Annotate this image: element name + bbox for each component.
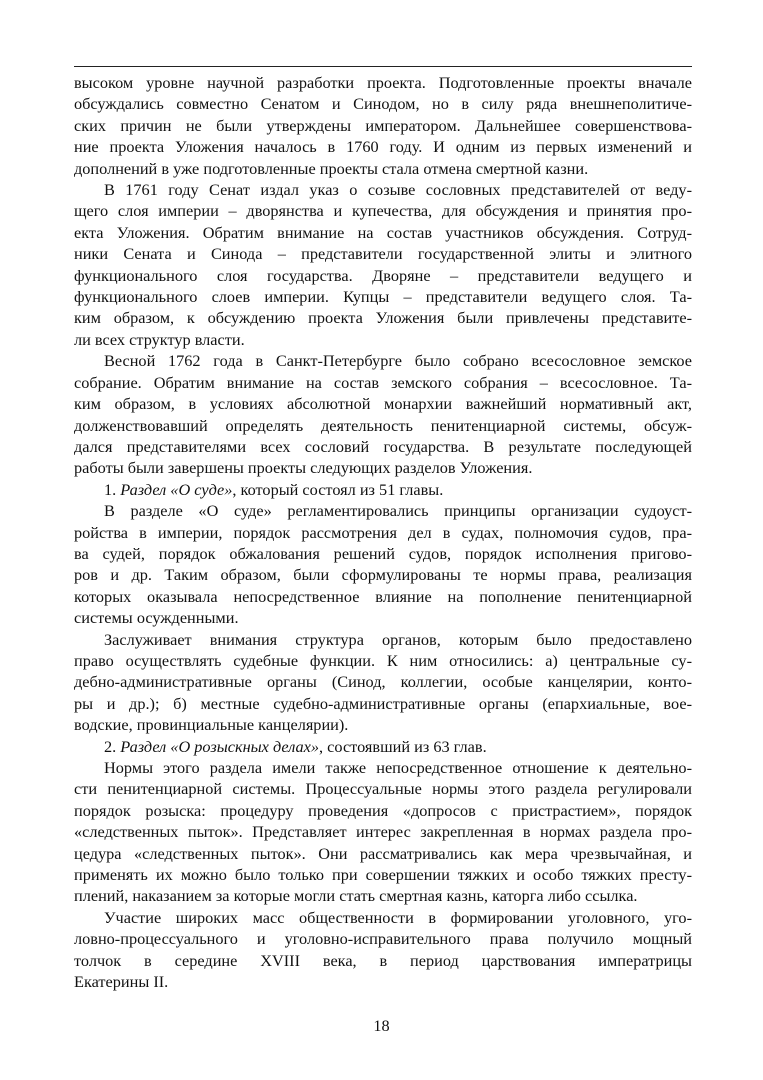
text-line: дался представителями всех сословий государства. В результате последующей	[74, 436, 692, 456]
text-line: функционального слоев империи. Купцы – представители ведущего слоя. Та-	[74, 287, 692, 307]
page-number: 18	[373, 1016, 390, 1035]
section-number: 2.	[104, 736, 121, 756]
text-line: сти пенитенциарной системы. Процессуальные нормы этого раздела регулировали	[74, 779, 692, 799]
section-title: Раздел «О суде»	[120, 479, 233, 499]
text-line: ким образом, к обсуждению проекта Уложения были привлечены представите-	[74, 308, 692, 328]
text-line: ники Сената и Синода – представители государственной элиты и элитного	[74, 244, 692, 264]
text-line: ва судей, порядок обжалования решений судов, порядок исполнения пригово-	[74, 543, 692, 563]
text-line: екта Уложения. Обратим внимание на состав участников обсуждения. Сотруд-	[74, 222, 692, 242]
paragraph	[74, 757, 692, 907]
header-rule	[74, 66, 692, 67]
text-line: плений, наказанием за которые могли стать смертная казнь, каторга либо ссылка.	[74, 886, 638, 906]
text-line: Участие широких масс общественности в формировании уголовного, уго-	[104, 907, 692, 927]
paragraph	[74, 500, 692, 628]
text-line: Заслуживает внимания структура органов, которым было предоставлено	[104, 629, 692, 649]
text-line: работы были завершены проекты следующих разделов Уложения.	[74, 458, 533, 478]
text-line: дебно-административные органы (Синод, коллегии, особые канцелярии, конто-	[74, 672, 692, 692]
text-line: ли всех структур власти.	[74, 329, 245, 349]
paragraph	[74, 179, 692, 350]
text-line: системы осужденными.	[74, 608, 239, 628]
text-line: цедура «следственных пыток». Они рассматривались как мера чрезвычайная, и	[74, 843, 692, 863]
section-heading-o-rozysknykh-delakh	[74, 736, 692, 757]
text-line: «следственных пыток». Представляет интерес закрепленная в нормах раздела про-	[74, 822, 692, 842]
text-line	[74, 736, 692, 757]
section-title: Раздел «О розыскных делах»	[120, 736, 320, 756]
text-line: ние проекта Уложения началось в 1760 году. И одним из первых изменений и	[74, 137, 692, 157]
text-line: функционального слоя государства. Дворяне – представители ведущего и	[74, 265, 692, 285]
text-line: порядок розыска: процедуру проведения «допросов с пристрастием», порядок	[74, 800, 692, 820]
text-line: водские, провинциальные канцелярии).	[74, 715, 349, 735]
section-number: 1.	[104, 479, 121, 499]
text-line: ров и др. Таким образом, были сформулированы те нормы права, реализация	[74, 565, 692, 585]
section-heading-o-sude	[74, 479, 692, 500]
text-line: обсуждались совместно Сенатом и Синодом, но в силу ряда внешнеполитиче-	[74, 94, 692, 114]
text-line: Весной 1762 года в Санкт-Петербурге было собрано всесословное земское	[104, 351, 692, 371]
text-line: В разделе «О суде» регламентировались принципы организации судоуст-	[104, 501, 692, 521]
text-line: собрание. Обратим внимание на состав земского собрания – всесословное. Та-	[74, 372, 692, 392]
text-line: Нормы этого раздела имели также непосредственное отношение к деятельно-	[104, 758, 692, 777]
text-line: ских причин не были утверждены императором. Дальнейшее совершенствова-	[74, 115, 692, 135]
text-line: право осуществлять судебные функции. К ним относились: а) центральные су-	[74, 650, 692, 670]
paragraph	[74, 629, 692, 736]
text-line: ройства в империи, порядок рассмотрения дел в судах, полномочия судов, пра-	[74, 522, 692, 542]
text-line: щего слоя империи – дворянства и купечества, для обсуждения и принятия про-	[74, 201, 692, 221]
text-line: ры и др.); б) местные судебно-административные органы (епархиальные, вое-	[74, 693, 692, 713]
text-line: В 1761 году Сенат издал указ о созыве сословных представителей от веду-	[104, 180, 692, 200]
text-line: ким образом, в условиях абсолютной монархии важнейший нормативный акт,	[74, 394, 692, 414]
paragraph	[74, 350, 692, 478]
section-description: , состоявший из 63 глав.	[319, 736, 487, 756]
text-line: применять их можно было только при совершении тяжких и особо тяжких престу-	[74, 865, 692, 885]
text-line: которых оказывала непосредственное влияние на пополнение пенитенциарной	[74, 586, 692, 606]
body-text	[74, 72, 692, 992]
text-line: ловно-процессуального и уголовно-исправительного права получило мощный	[74, 929, 692, 949]
text-line: Екатерины II.	[74, 972, 169, 992]
text-line: долженствовавший определять деятельность пенитенциарной системы, обсуж-	[74, 415, 692, 435]
text-line: высоком уровне научной разработки проекта. Подготовленные проекты вначале	[74, 73, 692, 92]
paragraph	[74, 907, 692, 993]
paragraph	[74, 72, 692, 179]
text-line	[74, 479, 692, 500]
text-line: толчок в середине XVIII века, в период царствования императрицы	[74, 950, 692, 970]
section-description: , который состоял из 51 главы.	[232, 479, 444, 499]
text-line: дополнений в уже подготовленные проекты стала отмена смертной казни.	[74, 158, 589, 178]
